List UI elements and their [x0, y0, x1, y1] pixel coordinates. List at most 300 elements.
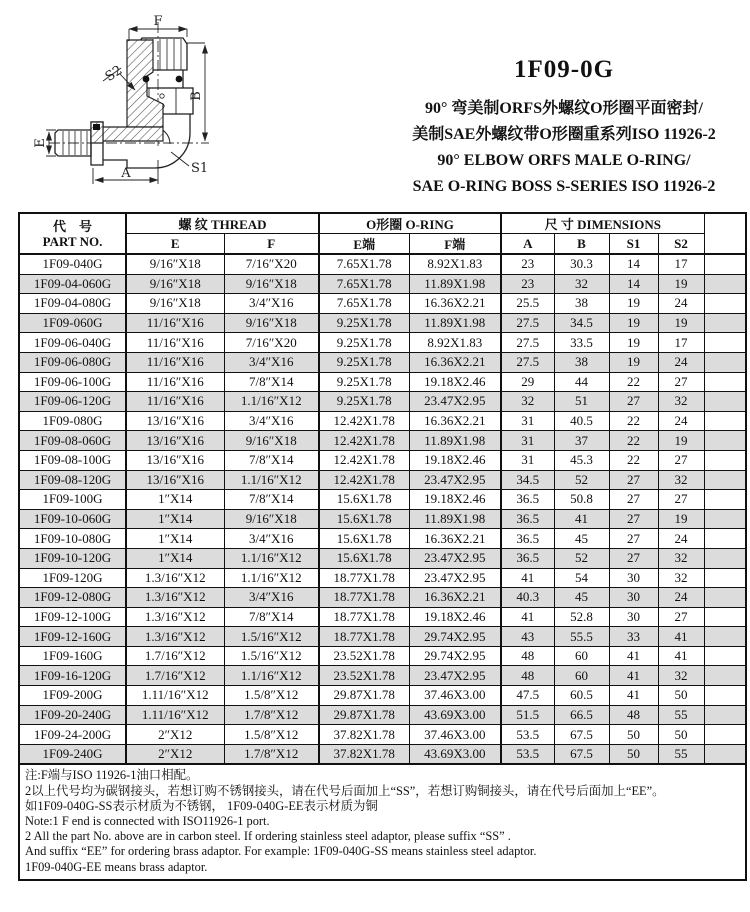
value-cell: 60.5	[554, 686, 609, 706]
table-row	[19, 392, 746, 412]
value-cell: 25.5	[501, 294, 554, 314]
value-cell: 55.5	[554, 627, 609, 647]
table-row	[19, 529, 746, 549]
header-col-S2: S2	[658, 234, 704, 255]
note-line-6: And suffix “EE” for ordering brass adaptor. For example: 1F09-040G-SS means stainless steel adaptor.	[25, 844, 537, 859]
table-row	[19, 509, 746, 529]
value-cell: 19	[658, 274, 704, 294]
value-cell: 60	[554, 666, 609, 686]
parts-table-body	[19, 254, 746, 764]
value-cell: 18.77X1.78	[319, 588, 409, 608]
value-cell: 34.5	[554, 313, 609, 333]
empty-cell	[704, 568, 746, 588]
part-no-cell: 1F09-080G	[19, 411, 126, 431]
value-cell: 19	[609, 352, 658, 372]
header-dimensions-group: 尺 寸 DIMENSIONS	[501, 213, 704, 234]
part-no-cell: 1F09-120G	[19, 568, 126, 588]
value-cell: 60	[554, 646, 609, 666]
value-cell: 2″X12	[126, 725, 224, 745]
empty-cell	[704, 646, 746, 666]
note-line-3: 如1F09-040G-SS表示材质为不锈钢， 1F09-040G-EE表示材质为铜	[25, 798, 378, 813]
value-cell: 11/16″X16	[126, 372, 224, 392]
label-S2: S2	[102, 62, 126, 85]
table-row	[19, 352, 746, 372]
empty-cell	[704, 294, 746, 314]
label-B: B	[189, 91, 204, 101]
empty-cell	[704, 274, 746, 294]
value-cell: 11/16″X16	[126, 352, 224, 372]
value-cell: 24	[658, 588, 704, 608]
value-cell: 1″X14	[126, 490, 224, 510]
note-line-2: 2以上代号均为碳钢接头，若想订购不锈钢接头，请在代号后面加上“SS”，若想订购铜接头，请在代号后面加上“EE”。	[25, 783, 665, 798]
parts-table-container	[18, 212, 745, 881]
part-no-cell: 1F09-10-060G	[19, 509, 126, 529]
value-cell: 1.1/16″X12	[224, 568, 319, 588]
header-oring-group: O形圈 O-RING	[319, 213, 501, 234]
value-cell: 8.92X1.83	[409, 254, 501, 274]
part-no-cell: 1F09-06-100G	[19, 372, 126, 392]
empty-cell	[704, 588, 746, 608]
title-block	[385, 56, 743, 200]
value-cell: 11.89X1.98	[409, 509, 501, 529]
value-cell: 27	[609, 548, 658, 568]
header-col-E: E	[126, 234, 224, 255]
value-cell: 23.47X2.95	[409, 568, 501, 588]
parts-table	[18, 212, 747, 881]
value-cell: 1.7/8″X12	[224, 705, 319, 725]
value-cell: 30.3	[554, 254, 609, 274]
note-line-5: 2 All the part No. above are in carbon steel. If ordering stainless steel adaptor, please suffix “SS” .	[25, 829, 511, 844]
value-cell: 18.77X1.78	[319, 627, 409, 647]
value-cell: 11/16″X16	[126, 333, 224, 353]
value-cell: 22	[609, 450, 658, 470]
table-row	[19, 431, 746, 451]
empty-cell	[704, 744, 746, 764]
empty-cell	[704, 254, 746, 274]
value-cell: 34.5	[501, 470, 554, 490]
value-cell: 45	[554, 588, 609, 608]
empty-cell	[704, 725, 746, 745]
table-row	[19, 294, 746, 314]
value-cell: 12.42X1.78	[319, 450, 409, 470]
table-row	[19, 744, 746, 764]
part-no-cell: 1F09-060G	[19, 313, 126, 333]
value-cell: 27	[609, 529, 658, 549]
value-cell: 9/16″X18	[224, 431, 319, 451]
part-no-cell: 1F09-12-080G	[19, 588, 126, 608]
part-no-cell: 1F09-08-120G	[19, 470, 126, 490]
part-no-cell: 1F09-040G	[19, 254, 126, 274]
value-cell: 11/16″X16	[126, 313, 224, 333]
value-cell: 14	[609, 274, 658, 294]
value-cell: 32	[501, 392, 554, 412]
header-col-S1: S1	[609, 234, 658, 255]
value-cell: 53.5	[501, 725, 554, 745]
note-line-7: 1F09-040G-EE means brass adaptor.	[25, 859, 208, 874]
value-cell: 54	[554, 568, 609, 588]
value-cell: 38	[554, 294, 609, 314]
value-cell: 31	[501, 431, 554, 451]
value-cell: 67.5	[554, 744, 609, 764]
value-cell: 30	[609, 568, 658, 588]
header-col-F-end: F端	[409, 234, 501, 255]
value-cell: 32	[658, 568, 704, 588]
value-cell: 22	[609, 411, 658, 431]
value-cell: 30	[609, 607, 658, 627]
value-cell: 31	[501, 411, 554, 431]
header-thread-group: 螺 纹 THREAD	[126, 213, 319, 234]
label-E: E	[33, 138, 48, 148]
notes-cell	[19, 764, 746, 879]
value-cell: 1.11/16″X12	[126, 705, 224, 725]
part-no-cell: 1F09-24-200G	[19, 725, 126, 745]
table-row	[19, 666, 746, 686]
value-cell: 27	[609, 392, 658, 412]
value-cell: 9.25X1.78	[319, 333, 409, 353]
value-cell: 45	[554, 529, 609, 549]
subtitle-cn-2: 美制SAE外螺纹带O形圈重系列ISO 11926-2	[412, 126, 716, 143]
value-cell: 55	[658, 744, 704, 764]
value-cell: 15.6X1.78	[319, 529, 409, 549]
value-cell: 16.36X2.21	[409, 529, 501, 549]
value-cell: 19	[609, 333, 658, 353]
value-cell: 15.6X1.78	[319, 548, 409, 568]
value-cell: 51.5	[501, 705, 554, 725]
value-cell: 3/4″X16	[224, 411, 319, 431]
part-no-cell: 1F09-16-120G	[19, 666, 126, 686]
value-cell: 31	[501, 450, 554, 470]
value-cell: 23.52X1.78	[319, 646, 409, 666]
value-cell: 1.11/16″X12	[126, 686, 224, 706]
elbow-fitting-drawing	[25, 8, 305, 213]
value-cell: 16.36X2.21	[409, 411, 501, 431]
table-row	[19, 313, 746, 333]
empty-cell	[704, 627, 746, 647]
header-part-no-en: PART NO.	[42, 233, 103, 249]
value-cell: 9.25X1.78	[319, 313, 409, 333]
value-cell: 45.3	[554, 450, 609, 470]
value-cell: 50	[609, 725, 658, 745]
empty-cell	[704, 686, 746, 706]
value-cell: 36.5	[501, 548, 554, 568]
table-row	[19, 411, 746, 431]
value-cell: 1.3/16″X12	[126, 627, 224, 647]
value-cell: 29	[501, 372, 554, 392]
part-no-cell: 1F09-12-100G	[19, 607, 126, 627]
value-cell: 19.18X2.46	[409, 607, 501, 627]
value-cell: 17	[658, 254, 704, 274]
value-cell: 50	[658, 686, 704, 706]
value-cell: 47.5	[501, 686, 554, 706]
table-row	[19, 588, 746, 608]
part-no-cell: 1F09-10-120G	[19, 548, 126, 568]
value-cell: 27	[609, 490, 658, 510]
part-no-cell: 1F09-100G	[19, 490, 126, 510]
value-cell: 1.1/16″X12	[224, 548, 319, 568]
header-part-no-cn: 代 号	[52, 218, 92, 234]
value-cell: 27.5	[501, 352, 554, 372]
header-col-E-end: E端	[319, 234, 409, 255]
value-cell: 27	[609, 509, 658, 529]
value-cell: 33.5	[554, 333, 609, 353]
part-no-cell: 1F09-240G	[19, 744, 126, 764]
empty-cell	[704, 607, 746, 627]
table-row	[19, 333, 746, 353]
value-cell: 7.65X1.78	[319, 274, 409, 294]
note-line-1: 注:F端与ISO 11926-1油口相配。	[25, 768, 199, 783]
value-cell: 48	[501, 666, 554, 686]
value-cell: 32	[658, 666, 704, 686]
value-cell: 9.25X1.78	[319, 352, 409, 372]
value-cell: 27	[658, 607, 704, 627]
value-cell: 11.89X1.98	[409, 313, 501, 333]
table-row	[19, 646, 746, 666]
value-cell: 24	[658, 529, 704, 549]
value-cell: 50	[658, 725, 704, 745]
part-no-cell: 1F09-12-160G	[19, 627, 126, 647]
value-cell: 1.1/16″X12	[224, 392, 319, 412]
table-row	[19, 254, 746, 274]
value-cell: 7/8″X14	[224, 607, 319, 627]
part-no-cell: 1F09-08-060G	[19, 431, 126, 451]
value-cell: 23.47X2.95	[409, 470, 501, 490]
value-cell: 19	[609, 313, 658, 333]
empty-cell	[704, 450, 746, 470]
empty-cell	[704, 470, 746, 490]
value-cell: 7/8″X14	[224, 372, 319, 392]
value-cell: 41	[609, 686, 658, 706]
value-cell: 24	[658, 294, 704, 314]
series-title: 1F09-0G	[513, 56, 615, 83]
value-cell: 32	[554, 274, 609, 294]
value-cell: 32	[658, 548, 704, 568]
value-cell: 19	[658, 313, 704, 333]
value-cell: 27	[609, 470, 658, 490]
value-cell: 9.25X1.78	[319, 372, 409, 392]
technical-drawing	[25, 8, 305, 213]
header-empty	[704, 213, 746, 254]
value-cell: 1.5/16″X12	[224, 627, 319, 647]
value-cell: 43.69X3.00	[409, 705, 501, 725]
value-cell: 23	[501, 254, 554, 274]
value-cell: 15.6X1.78	[319, 509, 409, 529]
value-cell: 7/16″X20	[224, 254, 319, 274]
table-row	[19, 490, 746, 510]
header-col-B: B	[554, 234, 609, 255]
value-cell: 23.47X2.95	[409, 392, 501, 412]
part-no-cell: 1F09-20-240G	[19, 705, 126, 725]
header-part-no	[19, 213, 126, 254]
label-F: F	[153, 14, 163, 29]
value-cell: 15.6X1.78	[319, 490, 409, 510]
value-cell: 1.3/16″X12	[126, 588, 224, 608]
header-col-A: A	[501, 234, 554, 255]
value-cell: 41	[658, 646, 704, 666]
value-cell: 9/16″X18	[224, 509, 319, 529]
value-cell: 13/16″X16	[126, 431, 224, 451]
empty-cell	[704, 431, 746, 451]
value-cell: 1.3/16″X12	[126, 568, 224, 588]
subtitle-en-1: 90° ELBOW ORFS MALE O-RING/	[437, 152, 691, 169]
value-cell: 32	[658, 392, 704, 412]
value-cell: 1.5/8″X12	[224, 725, 319, 745]
value-cell: 16.36X2.21	[409, 352, 501, 372]
value-cell: 24	[658, 411, 704, 431]
subtitle-en-2: SAE O-RING BOSS S-SERIES ISO 11926-2	[412, 178, 716, 195]
value-cell: 29.74X2.95	[409, 627, 501, 647]
empty-cell	[704, 352, 746, 372]
empty-cell	[704, 313, 746, 333]
value-cell: 19.18X2.46	[409, 490, 501, 510]
subtitle-cn-1: 90° 弯美制ORFS外螺纹O形圈平面密封/	[425, 100, 703, 117]
part-no-cell: 1F09-160G	[19, 646, 126, 666]
value-cell: 27.5	[501, 313, 554, 333]
value-cell: 7/16″X20	[224, 333, 319, 353]
value-cell: 13/16″X16	[126, 450, 224, 470]
value-cell: 16.36X2.21	[409, 588, 501, 608]
value-cell: 36.5	[501, 490, 554, 510]
value-cell: 12.42X1.78	[319, 411, 409, 431]
value-cell: 29.87X1.78	[319, 705, 409, 725]
empty-cell	[704, 705, 746, 725]
table-row	[19, 725, 746, 745]
value-cell: 23.52X1.78	[319, 666, 409, 686]
value-cell: 32	[658, 470, 704, 490]
value-cell: 13/16″X16	[126, 470, 224, 490]
value-cell: 19	[658, 431, 704, 451]
value-cell: 27	[658, 372, 704, 392]
value-cell: 8.92X1.83	[409, 333, 501, 353]
table-row	[19, 548, 746, 568]
value-cell: 41	[658, 627, 704, 647]
value-cell: 24	[658, 352, 704, 372]
part-no-cell: 1F09-04-060G	[19, 274, 126, 294]
table-row	[19, 274, 746, 294]
value-cell: 29.87X1.78	[319, 686, 409, 706]
value-cell: 1.5/8″X12	[224, 686, 319, 706]
part-no-cell: 1F09-04-080G	[19, 294, 126, 314]
value-cell: 1″X14	[126, 548, 224, 568]
table-row	[19, 568, 746, 588]
value-cell: 38	[554, 352, 609, 372]
value-cell: 40.3	[501, 588, 554, 608]
value-cell: 3/4″X16	[224, 588, 319, 608]
value-cell: 9/16″X18	[126, 274, 224, 294]
value-cell: 36.5	[501, 529, 554, 549]
value-cell: 9/16″X18	[224, 313, 319, 333]
value-cell: 37	[554, 431, 609, 451]
value-cell: 1.3/16″X12	[126, 607, 224, 627]
value-cell: 37.82X1.78	[319, 744, 409, 764]
empty-cell	[704, 529, 746, 549]
table-row	[19, 372, 746, 392]
value-cell: 27	[658, 490, 704, 510]
empty-cell	[704, 548, 746, 568]
part-no-cell: 1F09-06-080G	[19, 352, 126, 372]
value-cell: 41	[554, 509, 609, 529]
value-cell: 1.7/16″X12	[126, 646, 224, 666]
value-cell: 37.46X3.00	[409, 686, 501, 706]
value-cell: 18.77X1.78	[319, 607, 409, 627]
empty-cell	[704, 411, 746, 431]
value-cell: 23	[501, 274, 554, 294]
value-cell: 3/4″X16	[224, 529, 319, 549]
value-cell: 41	[501, 607, 554, 627]
value-cell: 2″X12	[126, 744, 224, 764]
value-cell: 36.5	[501, 509, 554, 529]
part-no-cell: 1F09-08-100G	[19, 450, 126, 470]
value-cell: 11/16″X16	[126, 392, 224, 412]
table-row	[19, 607, 746, 627]
value-cell: 48	[609, 705, 658, 725]
value-cell: 19.18X2.46	[409, 450, 501, 470]
value-cell: 11.89X1.98	[409, 274, 501, 294]
value-cell: 3/4″X16	[224, 294, 319, 314]
value-cell: 55	[658, 705, 704, 725]
value-cell: 30	[609, 588, 658, 608]
value-cell: 12.42X1.78	[319, 431, 409, 451]
value-cell: 9/16″X18	[126, 254, 224, 274]
note-line-4: Note:1 F end is connected with ISO11926-1 port.	[25, 814, 270, 829]
value-cell: 53.5	[501, 744, 554, 764]
value-cell: 9/16″X18	[224, 274, 319, 294]
value-cell: 27.5	[501, 333, 554, 353]
value-cell: 7/8″X14	[224, 490, 319, 510]
value-cell: 41	[609, 646, 658, 666]
label-S1: S1	[191, 161, 209, 176]
value-cell: 1.1/16″X12	[224, 470, 319, 490]
table-row	[19, 686, 746, 706]
value-cell: 23.47X2.95	[409, 666, 501, 686]
table-row	[19, 470, 746, 490]
value-cell: 33	[609, 627, 658, 647]
value-cell: 50	[609, 744, 658, 764]
value-cell: 66.5	[554, 705, 609, 725]
empty-cell	[704, 333, 746, 353]
value-cell: 9.25X1.78	[319, 392, 409, 412]
value-cell: 11.89X1.98	[409, 431, 501, 451]
notes-section	[19, 764, 746, 879]
value-cell: 22	[609, 431, 658, 451]
value-cell: 17	[658, 333, 704, 353]
value-cell: 40.5	[554, 411, 609, 431]
value-cell: 1.5/16″X12	[224, 646, 319, 666]
empty-cell	[704, 372, 746, 392]
value-cell: 29.74X2.95	[409, 646, 501, 666]
value-cell: 1.7/8″X12	[224, 744, 319, 764]
value-cell: 16.36X2.21	[409, 294, 501, 314]
empty-cell	[704, 509, 746, 529]
table-row	[19, 627, 746, 647]
empty-cell	[704, 392, 746, 412]
value-cell: 7.65X1.78	[319, 254, 409, 274]
value-cell: 52	[554, 470, 609, 490]
value-cell: 37.82X1.78	[319, 725, 409, 745]
value-cell: 14	[609, 254, 658, 274]
value-cell: 1.1/16″X12	[224, 666, 319, 686]
part-no-cell: 1F09-06-040G	[19, 333, 126, 353]
value-cell: 22	[609, 372, 658, 392]
value-cell: 1″X14	[126, 529, 224, 549]
value-cell: 52.8	[554, 607, 609, 627]
value-cell: 7.65X1.78	[319, 294, 409, 314]
table-header	[19, 213, 746, 254]
value-cell: 41	[501, 568, 554, 588]
value-cell: 19.18X2.46	[409, 372, 501, 392]
value-cell: 27	[658, 450, 704, 470]
value-cell: 43.69X3.00	[409, 744, 501, 764]
part-no-cell: 1F09-200G	[19, 686, 126, 706]
